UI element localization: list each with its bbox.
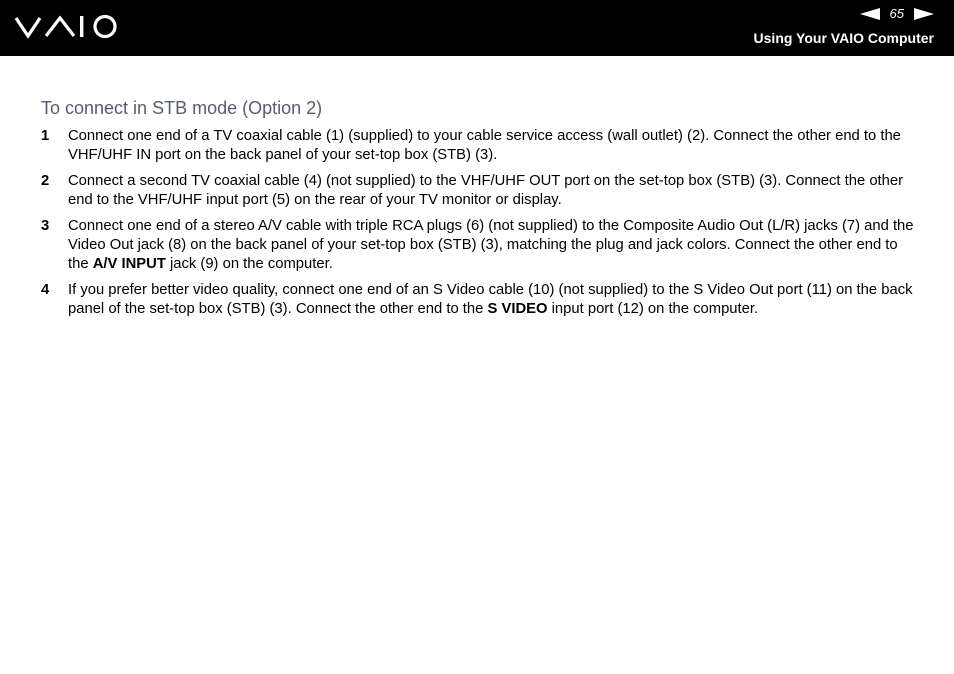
page-number: 65 xyxy=(889,6,904,21)
step-text-before: Connect one end of a stereo A/V cable with triple RCA plugs (6) (not supplied) to the Composite Audio Out (L/R) jacks (7) and the Video Out jack (8) on the back panel of your set-top box (STB) (3), matching the plug and jack colors. Connect the other end to the xyxy=(68,218,914,272)
av-input-label: A/V INPUT xyxy=(92,256,166,272)
step-text: Connect one end of a TV coaxial cable (1) (supplied) to your cable service access (wall outlet) (2). Connect the other end to the VHF/UHF IN port on the back panel of your set-top box (STB) (3). xyxy=(68,128,901,163)
procedure-heading: To connect in STB mode (Option 2) xyxy=(41,98,323,118)
step-number: 1 xyxy=(41,128,50,144)
step-number: 3 xyxy=(41,218,50,234)
step-number: 2 xyxy=(41,173,50,189)
step-text-before: If you prefer better video quality, connect one end of an S Video cable (10) (not supplied) to the S Video Out port (11) on the back panel of the set-top box (STB) (3). Connect the other end to the xyxy=(68,282,913,317)
vaio-logo xyxy=(14,12,120,47)
step-text-after: jack (9) on the computer. xyxy=(165,256,333,272)
page-navigation xyxy=(860,6,934,21)
main-content xyxy=(41,97,915,326)
step-text xyxy=(68,282,913,317)
triangle-right-icon[interactable] xyxy=(914,8,934,20)
section-title: Using Your VAIO Computer xyxy=(753,30,934,46)
list-item xyxy=(41,281,915,319)
header-bar xyxy=(0,0,954,56)
triangle-left-icon[interactable] xyxy=(860,8,880,20)
s-video-label: S VIDEO xyxy=(487,301,548,317)
step-number: 4 xyxy=(41,282,50,298)
list-item xyxy=(41,217,915,274)
list-item xyxy=(41,127,915,165)
step-text: Connect a second TV coaxial cable (4) (not supplied) to the VHF/UHF OUT port on the set-top box (STB) (3). Connect the other end to the VHF/UHF input port (5) on the rear of your TV monitor or display. xyxy=(68,173,904,208)
step-text-after: input port (12) on the computer. xyxy=(547,301,759,317)
steps-list xyxy=(41,127,915,319)
step-text xyxy=(68,218,914,272)
list-item xyxy=(41,172,915,210)
